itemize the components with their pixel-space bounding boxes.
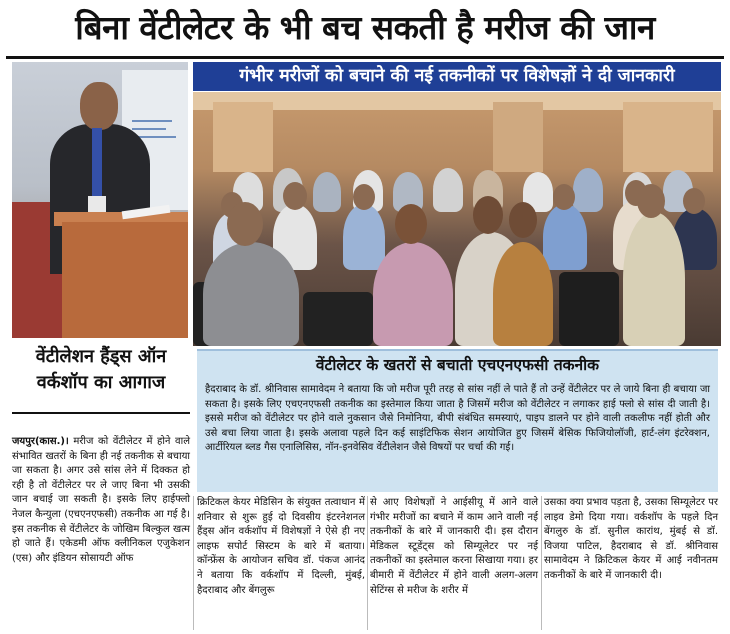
highlight-box — [197, 349, 718, 492]
article-column-2 — [197, 496, 365, 598]
column-divider — [193, 496, 194, 630]
article-column-3 — [370, 496, 538, 598]
column-2-text: क्रिटिकल केयर मेडिसिन के संयुक्त तत्वाधान में शनिवार से शुरू हुई दो दिवसीय इंटरनेशनल हैंड्स ऑन वर्कशॉप में विशेषज्ञों ने ऐसे ही नए लाइफ सपोर्ट सिस्टम के बारे में बताया। कॉन्फ्रेंस के आयोजन सचिव डॉ. पंकज आनंद ने बताया कि वर्कशॉप में दिल्ली, मुंबई, हैदराबाद और बेंगलुरू — [197, 497, 365, 596]
headline: बिना वेंटीलेटर के भी बच सकती है मरीज की जान — [75, 8, 655, 47]
box-text: हैदराबाद के डॉ. श्रीनिवास सामावेदम ने बताया कि जो मरीज पूरी तरह से सांस नहीं ले पाते हैं तो उन्हें वेंटीलेटर पर ले जाये बिना ही बचाया जा सकता है। इसके लिए एचएनएफसी तकनीक का इस्तेमाल किया जाता है जिसमें मरीज को वेंटीलेटर न लगाकर हाई फ्लो से सांस दी जाती है। इससे मरीज को वेंटीलेटर पर होने वाले नुकसान जैसे निमोनिया, बीपी संबंधित समस्याएं, पाइप डालने पर होने वाली तकलीफ नहीं होती और उसे बचा लिया जाता है। इसके अलावा पहले दिन कई साइंटिफिक सेशन आयोजित हुए जिसमें बेसिक फिजियोलॉजी, हार्ट-लंग इंटरेक्शन, आर्टीरियल ब्लड गैस एनालिसिस, नॉन-इनवेसिव वेंटीलेशन जैसे विषयों पर चर्चा की गई। — [205, 384, 710, 453]
column-divider — [541, 496, 542, 630]
article-column-4 — [544, 496, 718, 584]
column-divider — [367, 496, 368, 630]
audience-photo — [193, 92, 721, 346]
photo-caption: वेंटीलेशन हैंड्स ऑन वर्कशॉप का आगाज — [35, 346, 167, 393]
dateline: जयपुर(कास.)। — [12, 436, 69, 447]
column-1-text: मरीज को वेंटीलेटर में होने वाले संभावित खतरों के बिना ही नई तकनीक से बचाया जा सकता है। अगर उसे सांस लेने में दिक्कत हो रही है तो वेंटीलेटर पर ले जाए बिना भी उसकी जान बचाई जा सकती है। इसके लिए हाईफ्लो नेजल कैन्युला (एचएनएफसी) तकनीक आ गई है। इस तकनीक से वेंटीलेटर के जोखिम बिल्कुल खत्म हो जाते हैं। एकेडमी ऑफ क्लीनिकल एजुकेशन (एस) और इंडियन सोसायटी ऑफ — [12, 436, 190, 564]
speaker-photo — [12, 62, 188, 338]
column-3-text: से आए विशेषज्ञों ने आईसीयू में आने वाले गंभीर मरीजों का बचाने में काम आने वाली नई तकनीकों के बारे में जानकारी दी। इस दौरान मेडिकल स्टूडेंट्स को सिम्यूलेटर पर नई तकनीकों का इस्तेमाल करना सिखाया गया। हर बीमारी में वेंटीलेटर में होने वाली अलग-अलग सेटिंग्स से मरीज के शरीर में — [370, 497, 538, 596]
box-title: वेंटीलेटर के खतरों से बचाती एचएनएफसी तकनीक — [315, 356, 600, 374]
article-column-1 — [12, 435, 190, 566]
subheadline: गंभीर मरीजों को बचाने की नई तकनीकों पर विशेषज्ञों ने दी जानकारी — [193, 62, 721, 91]
podium — [62, 222, 188, 338]
column-4-text: उसका क्या प्रभाव पड़ता है, उसका सिम्यूलेटर पर लाइव डेमो दिया गया। वर्कशॉप के पहले दिन बेंगलुरु के डॉ. सुनील कारांथ, मुंबई से डॉ. विजया पाटिल, हैदराबाद से डॉ. श्रीनिवास सामावेदम ने क्रिटिकल केयर में आई नवीनतम तकनीकों के बारे में जानकारी दी। — [544, 497, 718, 581]
headline-rule — [6, 56, 724, 59]
caption-rule — [12, 412, 190, 414]
